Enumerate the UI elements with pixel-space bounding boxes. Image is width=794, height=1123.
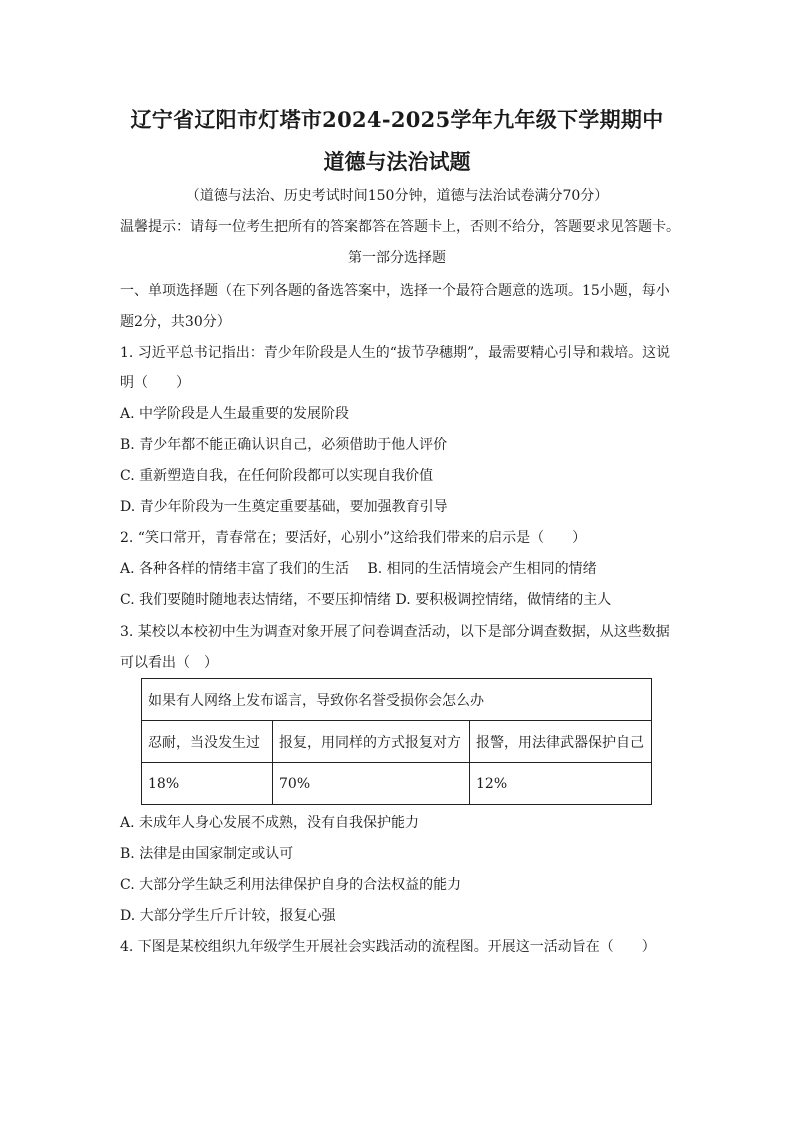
table-row [142,721,652,763]
question-4-stem: 4. 下图是某校组织九年级学生开展社会实践活动的流程图。开展这一活动旨在（ ） [120,939,656,955]
table-row [142,679,652,721]
section-intro: 一、单项选择题（在下列各题的备选答案中，选择一个最符合题意的选项。15小题，每小 [120,283,670,299]
survey-choice-cell: 报警，用法律武器保护自己 [470,721,652,763]
survey-question-cell: 如果有人网络上发布谣言，导致你名誉受损你会怎么办 [142,679,652,721]
question-2-stem: 2. “笑口常开，青春常在；要活好，心别小”这给我们带来的启示是（ ） [120,530,587,546]
question-3-option-d: D. 大部分学生斤斤计较，报复心强 [120,908,336,924]
warm-tip: 温馨提示：请每一位考生把所有的答案都答在答题卡上，否则不给分，答题要求见答题卡。 [120,219,680,235]
section-intro-cont: 题2分，共30分） [120,314,231,330]
survey-choice-cell: 报复，用同样的方式报复对方 [273,721,470,763]
question-1-option-c: C. 重新塑造自我，在任何阶段都可以实现自我价值 [120,468,434,484]
exam-info: （道德与法治、历史考试时间150分钟，道德与法治试卷满分70分） [185,188,609,204]
survey-choice-cell: 忍耐，当没发生过 [142,721,273,763]
question-1-stem-cont: 明（ ） [120,375,190,391]
question-1-stem: 1. 习近平总书记指出：青少年阶段是人生的“拔节孕穗期”，最需要精心引导和栽培。这说 [120,345,671,361]
table-row [142,763,652,805]
exam-title: 辽宁省辽阳市灯塔市2024-2025学年九年级下学期期中 [130,107,664,132]
survey-percent-cell: 18% [142,763,273,805]
question-3-option-a: A. 未成年人身心发展不成熟，没有自我保护能力 [120,815,420,831]
question-3-stem: 3. 某校以本校初中生为调查对象开展了问卷调查活动，以下是部分调查数据，从这些数据 [120,624,670,640]
question-1-option-a: A. 中学阶段是人生最重要的发展阶段 [120,406,350,422]
survey-table [141,678,652,805]
survey-percent-cell: 70% [273,763,470,805]
question-3-option-b: B. 法律是由国家制定或认可 [120,846,294,862]
question-2-options-cd: C. 我们要随时随地表达情绪，不要压抑情绪 D. 要积极调控情绪，做情绪的主人 [120,592,612,608]
question-3-stem-cont: 可以看出（ ） [120,655,218,671]
question-1-option-d: D. 青少年阶段为一生奠定重要基础，要加强教育引导 [120,499,448,515]
survey-percent-cell: 12% [470,763,652,805]
part-heading: 第一部分选择题 [348,250,446,266]
exam-subject-title: 道德与法治试题 [323,149,471,174]
question-3-option-c: C. 大部分学生缺乏利用法律保护自身的合法权益的能力 [120,877,462,893]
question-1-option-b: B. 青少年都不能正确认识自己，必须借助于他人评价 [120,437,448,453]
question-2-options-ab: A. 各种各样的情绪丰富了我们的生活 B. 相同的生活情境会产生相同的情绪 [120,561,597,577]
